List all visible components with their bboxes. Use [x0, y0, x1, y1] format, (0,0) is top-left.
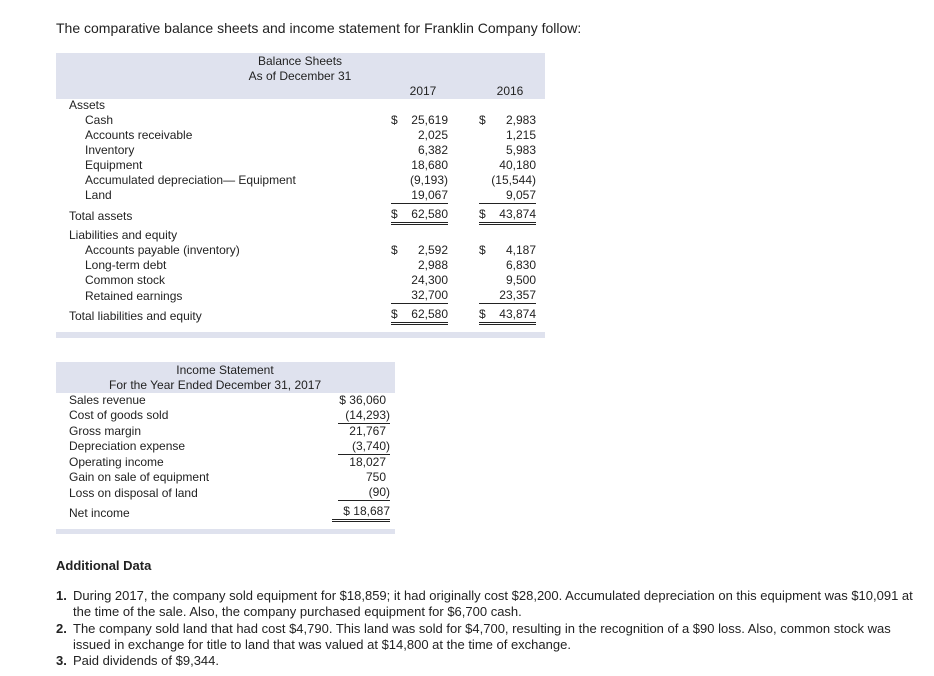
note-1-number: 1. — [56, 588, 67, 603]
cash-label: Cash — [85, 113, 114, 127]
gain-sale-equipment-label: Gain on sale of equipment — [69, 470, 210, 484]
net-income-label: Net income — [69, 506, 130, 520]
common-stock-label: Common stock — [85, 273, 166, 287]
note-3-text: Paid dividends of $9,344. — [73, 653, 219, 668]
note-3 — [56, 653, 926, 669]
inventory-label: Inventory — [85, 143, 135, 157]
liabilities-heading: Liabilities and equity — [69, 228, 178, 242]
sales-revenue-value: $ 36,060 — [339, 393, 386, 407]
operating-income-label: Operating income — [69, 455, 164, 469]
sales-revenue-label: Sales revenue — [69, 393, 146, 407]
income-statement-subtitle: For the Year Ended December 31, 2017 — [109, 378, 322, 392]
total-assets-label: Total assets — [69, 209, 133, 223]
total-liabilities-label: Total liabilities and equity — [69, 309, 202, 323]
retained-earnings-2016: 23,357 — [479, 288, 536, 304]
intro-text: The comparative balance sheets and income statement for Franklin Company follow: — [56, 20, 582, 36]
gain-sale-equipment-value: 750 — [365, 470, 386, 484]
gross-margin-label: Gross margin — [69, 424, 142, 438]
gross-margin-value: 21,767 — [349, 424, 386, 438]
balance-sheet-footer — [56, 332, 545, 338]
note-1 — [56, 588, 926, 620]
total-liabilities-2016: $ 43,874 — [479, 307, 536, 325]
assets-heading: Assets — [69, 98, 106, 112]
accounts-receivable-label: Accounts receivable — [85, 128, 193, 142]
retained-earnings-2017: 32,700 — [391, 288, 448, 304]
year-2017-header: 2017 — [409, 84, 437, 98]
year-2016-header: 2016 — [496, 84, 524, 98]
balance-sheet-subtitle: As of December 31 — [248, 69, 352, 83]
land-2016: 9,057 — [479, 188, 536, 204]
total-liabilities-2017: $ 62,580 — [391, 307, 448, 325]
depreciation-expense-value: (3,740) — [338, 439, 390, 455]
loss-disposal-land-value: (90) — [338, 485, 390, 501]
cogs-label: Cost of goods sold — [69, 408, 169, 422]
depreciation-expense-label: Depreciation expense — [69, 439, 186, 453]
operating-income-value: 18,027 — [349, 455, 386, 469]
retained-earnings-label: Retained earnings — [85, 289, 183, 303]
additional-data-title: Additional Data — [56, 558, 152, 573]
note-2-number: 2. — [56, 621, 67, 636]
income-statement-title: Income Statement — [176, 363, 274, 377]
accounts-payable-label: Accounts payable (inventory) — [85, 243, 240, 257]
cogs-value: (14,293) — [338, 408, 390, 424]
equipment-label: Equipment — [85, 158, 143, 172]
balance-sheet-title: Balance Sheets — [257, 54, 343, 68]
net-income-value: $ 18,687 — [332, 504, 390, 522]
long-term-debt-label: Long-term debt — [85, 258, 167, 272]
land-2017: 19,067 — [391, 188, 448, 204]
loss-disposal-land-label: Loss on disposal of land — [69, 486, 198, 500]
accumulated-depreciation-label: Accumulated depreciation— Equipment — [85, 173, 296, 187]
note-1-text: During 2017, the company sold equipment for $18,859; it had originally cost $28,200. Accumulated depreciation on this equipment was $10,091 at the time of the sale. Also, the company purchased equipment for $6,700 cash. — [73, 588, 913, 619]
note-2-text: The company sold land that had cost $4,790. This land was sold for $4,700, resulting in the recognition of a $90 loss. Also, common stock was issued in exchange for title to land that was valued at $14,800 at the time of exchange. — [73, 621, 891, 652]
note-2 — [56, 621, 926, 653]
land-label: Land — [85, 188, 112, 202]
income-statement-footer — [56, 529, 395, 534]
note-3-number: 3. — [56, 653, 67, 668]
total-assets-2016: $ 43,874 — [479, 207, 536, 225]
total-assets-2017: $ 62,580 — [391, 207, 448, 225]
